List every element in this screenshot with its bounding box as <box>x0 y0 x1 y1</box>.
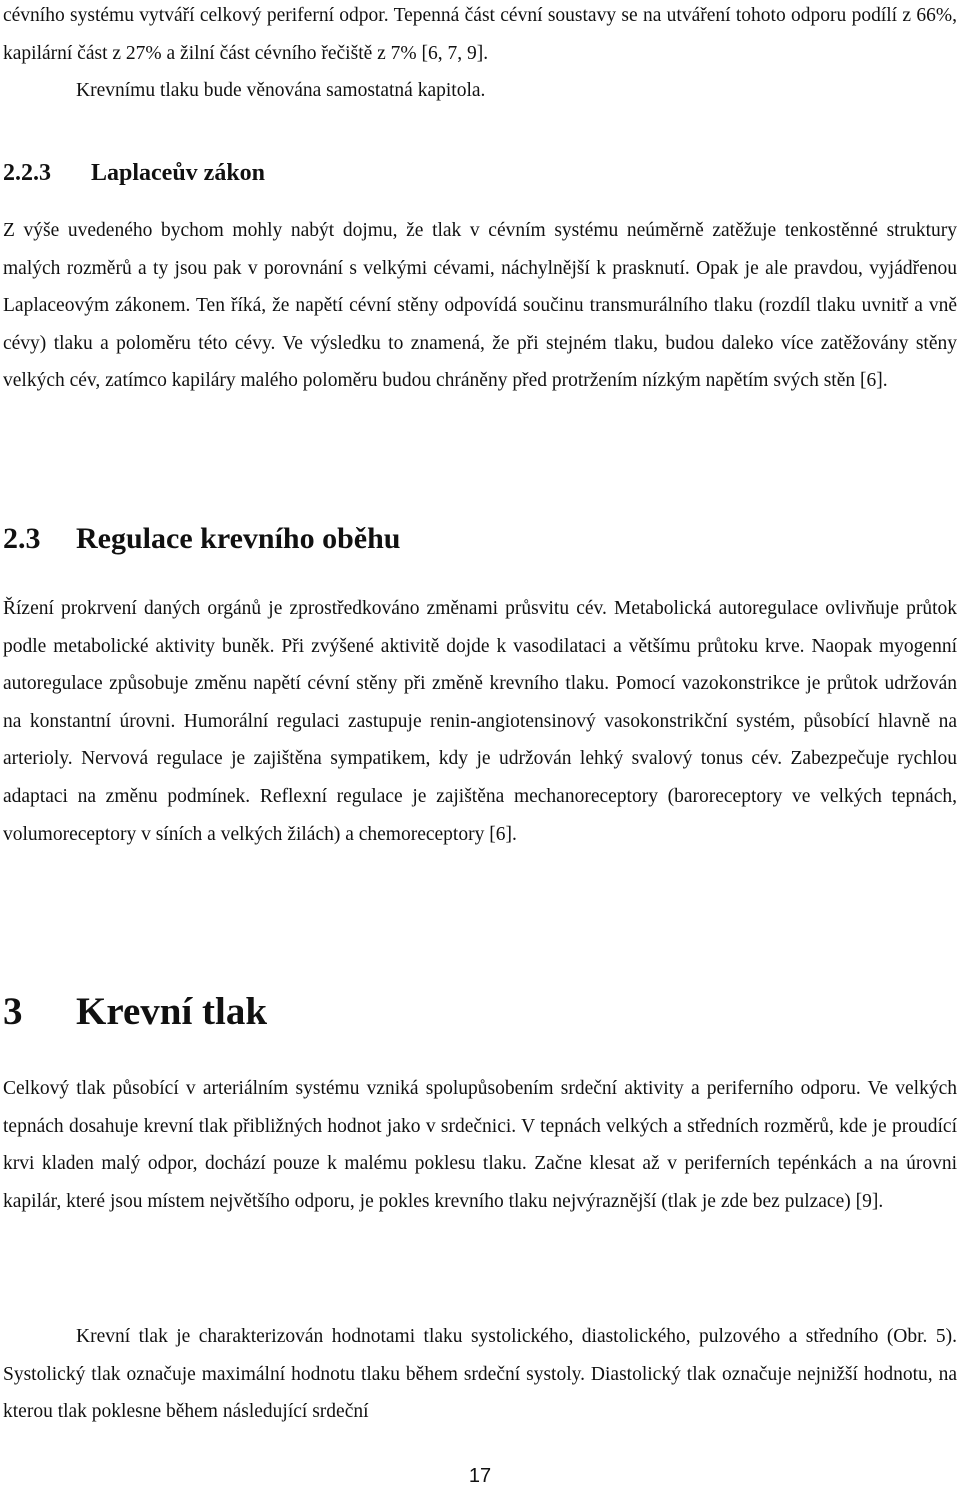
paragraph-krevni-tlak-hodnoty: Krevní tlak je charakterizován hodnotami tlaku systolického, diastolického, pulzového a středního (Obr. 5). Systolický tlak označuje maximální hodnotu tlaku během srdeční systoly. Diastolický tlak označuje nejnižší hodnotu, na kterou tlak poklesne během následující srdeční <box>3 1326 957 1423</box>
heading-laplace-number: 2.2.3 <box>3 160 51 186</box>
heading-chapter-krevni-tlak <box>3 986 267 1038</box>
heading-chapter-number: 3 <box>3 990 23 1033</box>
document-page <box>3 0 957 1491</box>
heading-regulace-title: Regulace krevního oběhu <box>76 522 401 555</box>
paragraph-intro-note: Krevnímu tlaku bude věnována samostatná kapitola. <box>76 80 486 101</box>
heading-chapter-title: Krevní tlak <box>76 990 268 1033</box>
paragraph-intro: cévního systému vytváří celkový periferní odpor. Tepenná část cévní soustavy se na utváření tohoto odporu podílí z 66%, kapilární část z 27% a žilní část cévního řečiště z 7% [6, 7, 9]. <box>3 5 957 64</box>
heading-laplace-title: Laplaceův zákon <box>91 160 266 186</box>
heading-regulace-number: 2.3 <box>3 522 41 555</box>
page-number: 17 <box>468 1465 492 1487</box>
heading-regulace <box>3 516 400 562</box>
paragraph-regulace: Řízení prokrvení daných orgánů je zprostředkováno změnami průsvitu cév. Metabolická autoregulace ovlivňuje průtok podle metabolické aktivity buněk. Při zvýšené aktivitě dojde k vasodilataci a většímu průtoku krve. Naopak myogenní autoregulace způsobuje změnu napětí cévní stěny při změně krevního tlaku. Pomocí vazokonstrikce je průtok udržován na konstantní úrovni. Humorální regulaci zastupuje renin-angiotensinový vasokonstrikční systém, působící hlavně na arterioly. Nervová regulace je zajištěna sympatikem, kdy je udržován lehký svalový tonus cév. Zabezpečuje rychlou adaptaci na změnu podmínek. Reflexní regulace je zajištěna mechanoreceptory (baroreceptory ve velkých tepnách, volumoreceptory v síních a velkých žilách) a chemoreceptory [6]. <box>3 598 957 845</box>
paragraph-laplace: Z výše uvedeného bychom mohly nabýt dojmu, že tlak v cévním systému neúměrně zatěžuje tenkostěnné struktury malých rozměrů a ty jsou pak v porovnání s velkými cévami, náchylnější k prasknutí. Opak je ale pravdou, vyjádřenou Laplaceovým zákonem. Ten říká, že napětí cévní stěny odpovídá součinu transmurálního tlaku (rozdíl tlaku uvnitř a vně cévy) tlaku a poloměru této cévy. Ve výsledku to znamená, že při stejném tlaku, budou daleko více zatěžovány stěny velkých cév, zatímco kapiláry malého poloměru budou chráněny před protržením nízkým napětím svých stěn [6]. <box>3 220 957 392</box>
heading-laplace <box>3 153 265 193</box>
paragraph-krevni-tlak: Celkový tlak působící v arteriálním systému vzniká spolupůsobením srdeční aktivity a periferního odporu. Ve velkých tepnách dosahuje krevní tlak přibližných hodnot jako v srdečnici. V tepnách velkých a středních rozměrů, kde je proudící krvi kladen malý odpor, dochází pouze k malému poklesu tlaku. Začne klesat až v periferních tepénkách a na úrovni kapilár, které jsou místem největšího odporu, je pokles krevního tlaku nejvýraznější (tlak je zde bez pulzace) [9]. <box>3 1078 957 1212</box>
